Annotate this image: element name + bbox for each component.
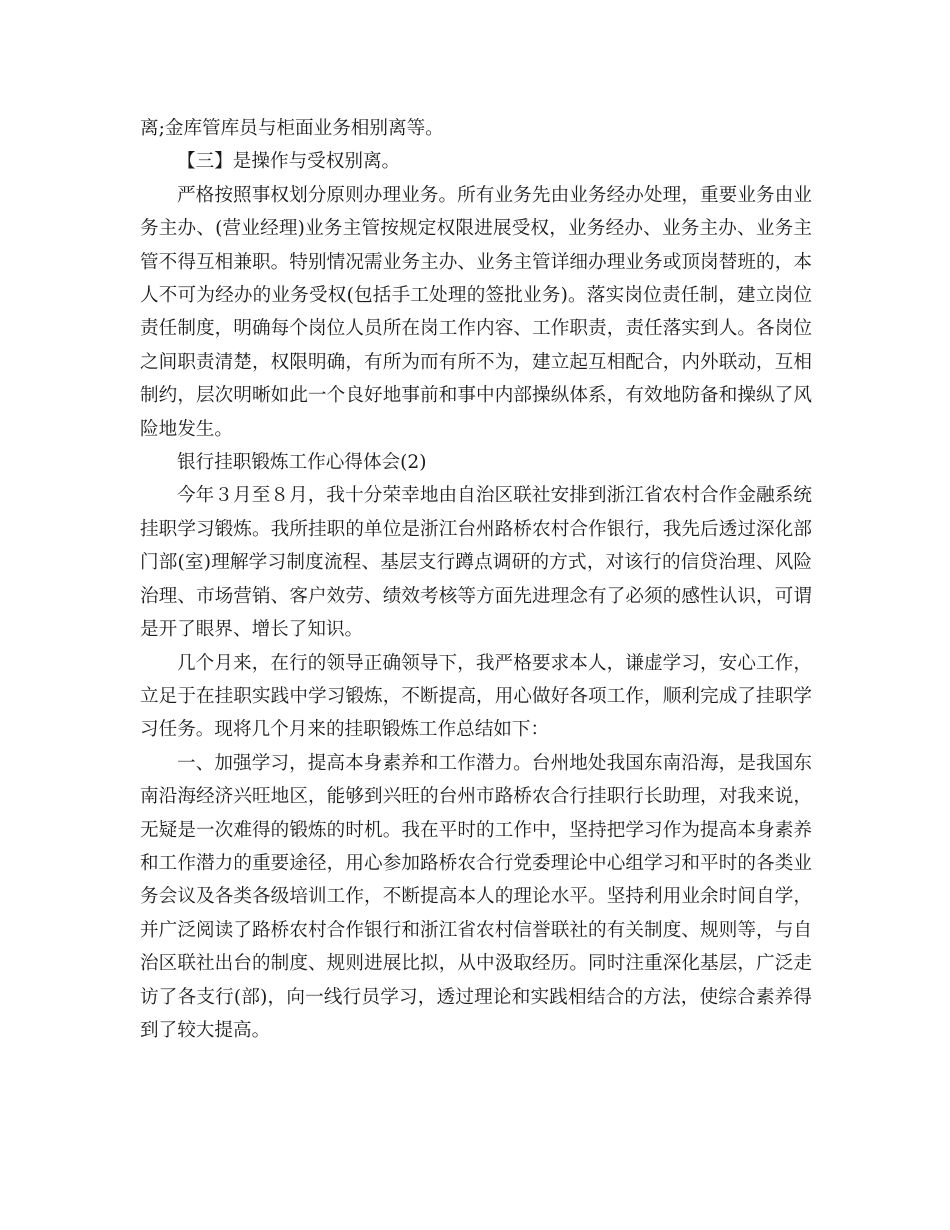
section-heading-three: 【三】是操作与受权别离。 xyxy=(177,151,401,173)
document-body xyxy=(140,112,812,1047)
article-title: 银行挂职锻炼工作心得体会(2) xyxy=(177,452,427,474)
paragraph-learning: 一、加强学习，提高本身素养和工作潜力。台州地处我国东南沿海，是我国东南沿海经济兴旺地区，能够到兴旺的台州市路桥农合行挂职行长助理，对我来说，无疑是一次难得的锻炼的时机。我在平时的工作中，坚持把学习作为提高本身素养和工作潜力的重要途径，用心参加路桥农合行党委理论中心组学习和平时的各类业务会议及各类各级培训工作，不断提高本人的理论水平。坚持利用业余时间自学，并广泛阅读了路桥农村合作银行和浙江省农村信誉联社的有关制度、规则等，与自治区联社出台的制度、规则进展比拟，从中汲取经历。同时注重深化基层，广泛走访了各支行(部)，向一线行员学习，透过理论和实践相结合的方法，使综合素养得到了较大提高。 xyxy=(140,752,812,1041)
paragraph-continuation: 离;金库管库员与柜面业务相别离等。 xyxy=(140,118,444,139)
paragraph-summary: 几个月来，在行的领导正确领导下，我严格要求本人，谦虚学习，安心工作，立足于在挂职实践中学习锻炼，不断提高，用心做好各项工作，顺利完成了挂职学习任务。现将几个月来的挂职锻炼工作总结如下： xyxy=(140,652,812,741)
paragraph-intro: 今年３月至８月，我十分荣幸地由自治区联社安排到浙江省农村合作金融系统挂职学习锻炼。我所挂职的单位是浙江台州路桥农村合作银行，我先后透过深化部门部(室)理解学习制度流程、基层支行蹲点调研的方式，对该行的信贷治理、风险治理、市场营销、客户效劳、绩效考核等方面先进理念有了必须的感性认识，可谓是开了眼界、增长了知识。 xyxy=(140,485,812,641)
paragraph-authorization: 严格按照事权划分原则办理业务。所有业务先由业务经办处理，重要业务由业务主办、(营业经理)业务主管按规定权限进展受权，业务经办、业务主办、业务主管不得互相兼职。特别情况需业务主办、业务主管详细办理业务或顶岗替班的，本人不可为经办的业务受权(包括手工处理的签批业务)。落实岗位责任制，建立岗位责任制度，明确每个岗位人员所在岗工作内容、工作职责，责任落实到人。各岗位之间职责清楚，权限明确，有所为而有所不为，建立起互相配合，内外联动，互相制约，层次明晰如此一个良好地事前和事中内部操纵体系，有效地防备和操纵了风险地发生。 xyxy=(140,184,812,440)
